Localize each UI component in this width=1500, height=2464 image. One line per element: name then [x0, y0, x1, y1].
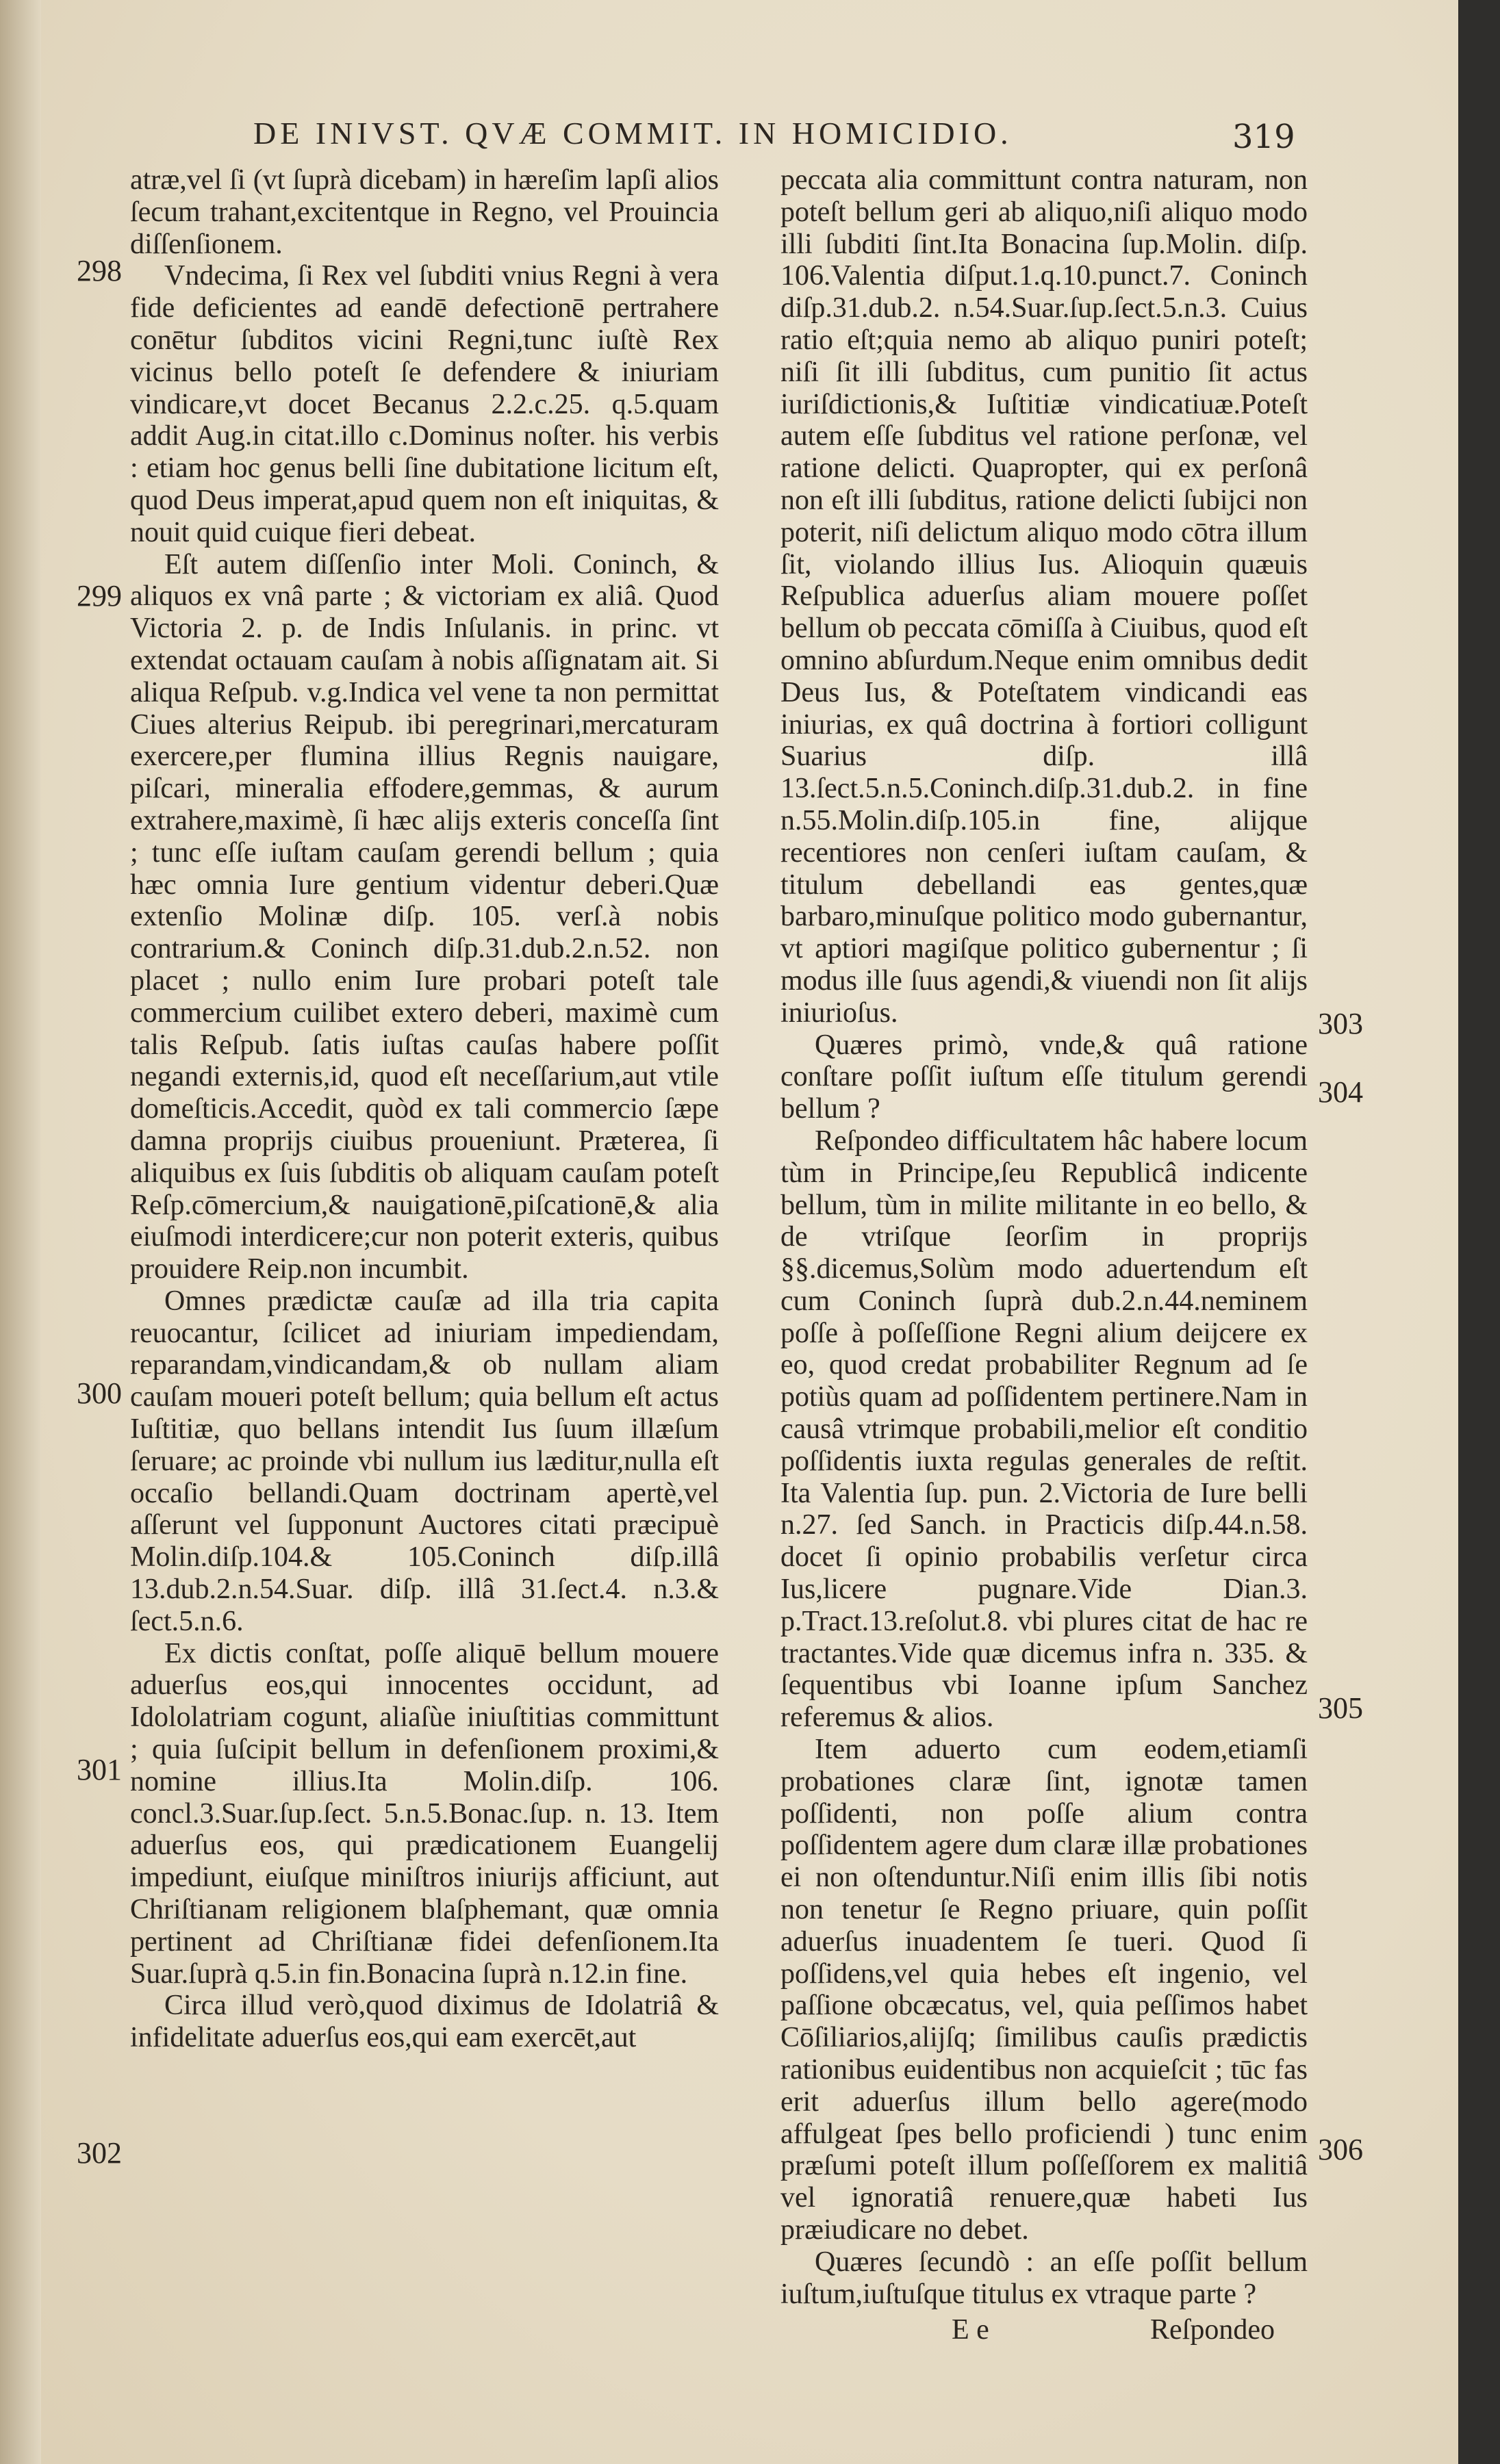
- paragraph: Reſpondeo difficultatem hâc habere locum tùm in Principe,ſeu Republicâ indicente bellum, tùm in milite militante in eo bello, & de vtriſque ſeorſim in proprijs §§.dicemus,Solùm modo aduertendum eſt cum Coninch ſuprà dub.2.n.44.neminem poſſe à poſſeſſione Regni alium deijcere ex eo, quod credat probabiliter Regnum ad ſe potiùs quam ad poſſidentem pertinere.Nam in causâ vtrimque probabili,melior eſt conditio poſſidentis iuxta regulas generales de reſtit. Ita Valentia ſup. pun. 2.Victoria de Iure belli n.27. ſed Sanch. in Practicis diſp.44.n.58. docet ſi opinio probabilis verſetur circa Ius,licere pugnare.Vide Dian.3. p.Tract.13.reſolut.8. vbi plures citat de hac re tractantes.Vide quæ dicemus infra n. 335. & ſequentibus vbi Ioanne ipſum Sanchez referemus & alios.: [780, 1125, 1308, 1734]
- folio-number: 319: [1232, 118, 1295, 156]
- paragraph: Ex dictis conſtat, poſſe aliquē bellum mouere aduerſus eos,qui innocentes occidunt, ad Idololatriam cogunt, aliaſùe iniuſtitias committunt ; quia ſuſcipit bellum in defenſionem proximi,& nomine illius.Ita Molin.diſp. 106. concl.3.Suar.ſup.ſect. 5.n.5.Bonac.ſup. n. 13. Item aduerſus eos, qui prædicationem Euangelij impediunt, eiuſque miniſtros iniurijs afficiunt, aut Chriſtianam religionem blaſphemant, quæ omnia pertinent ad Chriſtianæ fidei defenſionem.Ita Suar.ſuprà q.5.in fin.Bonacina ſuprà n.12.in fine.: [130, 1637, 719, 1990]
- right-column: [780, 164, 1308, 2310]
- catchword: Reſpondeo: [1150, 2314, 1275, 2346]
- paragraph: Vndecima, ſi Rex vel ſubditi vnius Regni à vera fide deficientes ad eandē defectionē pertrahere conētur ſubditos vicini Regni,tunc iuſtè Rex vicinus bello poteſt ſe defendere & iniuriam vindicare,vt docet Becanus 2.2.c.25. q.5.quam addit Aug.in citat.illo c.Dominus noſter. his verbis : etiam hoc genus belli ſine dubitatione licitum eſt, quod Deus imperat,apud quem non eſt iniquitas, & nouit quid cuique fieri debeat.: [130, 260, 719, 548]
- left-column: [130, 164, 719, 2054]
- running-title: DE INIVST. QVÆ COMMIT. IN HOMICIDIO.: [253, 116, 1013, 151]
- paragraph: Quæres primò, vnde,& quâ ratione conſtare poſſit iuſtum eſſe titulum gerendi bellum ?: [780, 1029, 1308, 1125]
- paragraph: Omnes prædictæ cauſæ ad illa tria capita reuocantur, ſcilicet ad iniuriam impediendam, reparandam,vindicandam,& ob nullam aliam cauſam moueri poteſt bellum; quia bellum eſt actus Iuſtitiæ, quo bellans intendit Ius ſuum illæſum ſeruare; ac proinde vbi nullum ius læditur,nulla eſt occaſio bellandi.Quam doctrinam apertè,vel aſſerunt vel ſupponunt Auctores citati præcipuè Molin.diſp.104.& 105.Coninch diſp.illâ 13.dub.2.n.54.Suar. diſp. illâ 31.ſect.4. n.3.& ſect.5.n.6.: [130, 1285, 719, 1637]
- margin-number: 305: [1318, 1691, 1363, 1725]
- margin-number: 306: [1318, 2133, 1363, 2166]
- paragraph: Item aduerto cum eodem,etiamſi probationes claræ ſint, ignotæ tamen poſſidenti, non poſſe alium contra poſſidentem agere dum claræ illæ probationes ei non oſtenduntur.Niſi enim illis ſibi notis non tenetur ſe Regno priuare, quin poſſit aduerſus inuadentem ſe tueri. Quod ſi poſſidens,vel quia hebes eſt ingenio, vel paſſione obcæcatus, vel, quia peſſimos habet Cōſiliarios,alijſq; ſimilibus cauſis prædictis rationibus euidentibus non acquieſcit ; tūc fas erit aduerſus illum bello agere(modo affulgeat ſpes bello proficiendi ) tunc enim præſumi poteſt illum poſſeſſorem ex malitiâ vel ignoratiâ renuere,quæ habeti Ius præiudicare no debet.: [780, 1734, 1308, 2246]
- margin-number: 299: [77, 579, 122, 613]
- paragraph: Circa illud verò,quod diximus de Idolatriâ & infidelitate aduerſus eos,qui eam exercēt,aut: [130, 1990, 719, 2054]
- margin-number: 298: [77, 254, 122, 287]
- paragraph: Eſt autem diſſenſio inter Moli. Coninch, & aliquos ex vnâ parte ; & victoriam ex aliâ. Quod Victoria 2. p. de Indis Inſulanis. in princ. vt extendat octauam cauſam à nobis aſſignatam ait. Si aliqua Reſpub. v.g.Indica vel vene ta non permittat Ciues alterius Reipub. ibi peregrinari,mercaturam exercere,per flumina illius Regnis nauigare, piſcari, mineralia effodere,gemmas, & aurum extrahere,maximè, ſi hæc alijs exteris conceſſa ſint ; tunc eſſe iuſtam cauſam gerendi bellum ; quia hæc omnia Iure gentium videntur deberi.Quæ extenſio Molinæ diſp. 105. verſ.à nobis contrarium.& Coninch diſp.31.dub.2.n.52. non placet ; nullo enim Iure probari poteſt tale commercium cuilibet extero deberi, maximè cum talis Reſpub. ſatis iuſtas cauſas habere poſſit negandi externis,id, quod eſt neceſſarium,aut vtile domeſticis.Accedit, quòd ex tali commercio ſæpe damna proprijs ciuibus proueniunt. Præterea, ſi aliquibus ex ſuis ſubditis ob aliquam cauſam poteſt Reſp.cōmercium,& nauigationē,piſcationē,& alia eiuſmodi interdicere;cur non poterit exteris, quibus prouidere Reip.non incumbit.: [130, 548, 719, 1285]
- margin-number: 302: [77, 2136, 122, 2170]
- paragraph: atræ,vel ſi (vt ſuprà dicebam) in hæreſim lapſi alios ſecum trahant,excitentque in Regno, vel Prouincia diſſenſionem.: [130, 164, 719, 260]
- signature-mark: E e: [952, 2314, 989, 2346]
- margin-number: 304: [1318, 1075, 1363, 1109]
- paragraph: peccata alia committunt contra naturam, non poteſt bellum geri ab aliquo,niſi aliquo modo illi ſubditi ſint.Ita Bonacina ſup.Molin. diſp. 106.Valentia diſput.1.q.10.punct.7. Coninch diſp.31.dub.2. n.54.Suar.ſup.ſect.5.n.3. Cuius ratio eſt;quia nemo ab aliquo puniri poteſt; niſi ſit illi ſubditus, cum punitio ſit actus iuriſdictionis,& Iuſtitiæ vindicatiuæ.Poteſt autem eſſe ſubditus vel ratione perſonæ, vel ratione delicti. Quapropter, qui ex perſonâ non eſt illi ſubditus, ratione delicti ſubijci non poterit, niſi delictum aliquo modo cōtra illum ſit, violando illius Ius. Alioquin quæuis Reſpublica aduerſus aliam mouere poſſet bellum ob peccata cōmiſſa à Ciuibus, quod eſt omnino abſurdum.Neque enim omnibus dedit Deus Ius, & Poteſtatem vindicandi eas iniurias, ex quâ doctrina à fortiori colligunt Suarius diſp. illâ 13.ſect.5.n.5.Coninch.diſp.31.dub.2. in fine n.55.Molin.diſp.105.in fine, alijque recentiores non cenſeri iuſtam cauſam, & titulum debellandi eas gentes,quæ barbaro,minuſque politico modo gubernantur, vt aptiori magiſque politico gubernentur ; ſi modus ille ſuus agendi,& viuendi non ſit alijs iniurioſus.: [780, 164, 1308, 1029]
- page-gutter: [0, 0, 41, 2464]
- paragraph: Quæres ſecundò : an eſſe poſſit bellum iuſtum,iuſtuſque titulus ex vtraque parte ?: [780, 2246, 1308, 2310]
- page-edge: [1458, 0, 1500, 2464]
- margin-number: 300: [77, 1376, 122, 1410]
- margin-number: 303: [1318, 1007, 1363, 1040]
- margin-number: 301: [77, 1753, 122, 1786]
